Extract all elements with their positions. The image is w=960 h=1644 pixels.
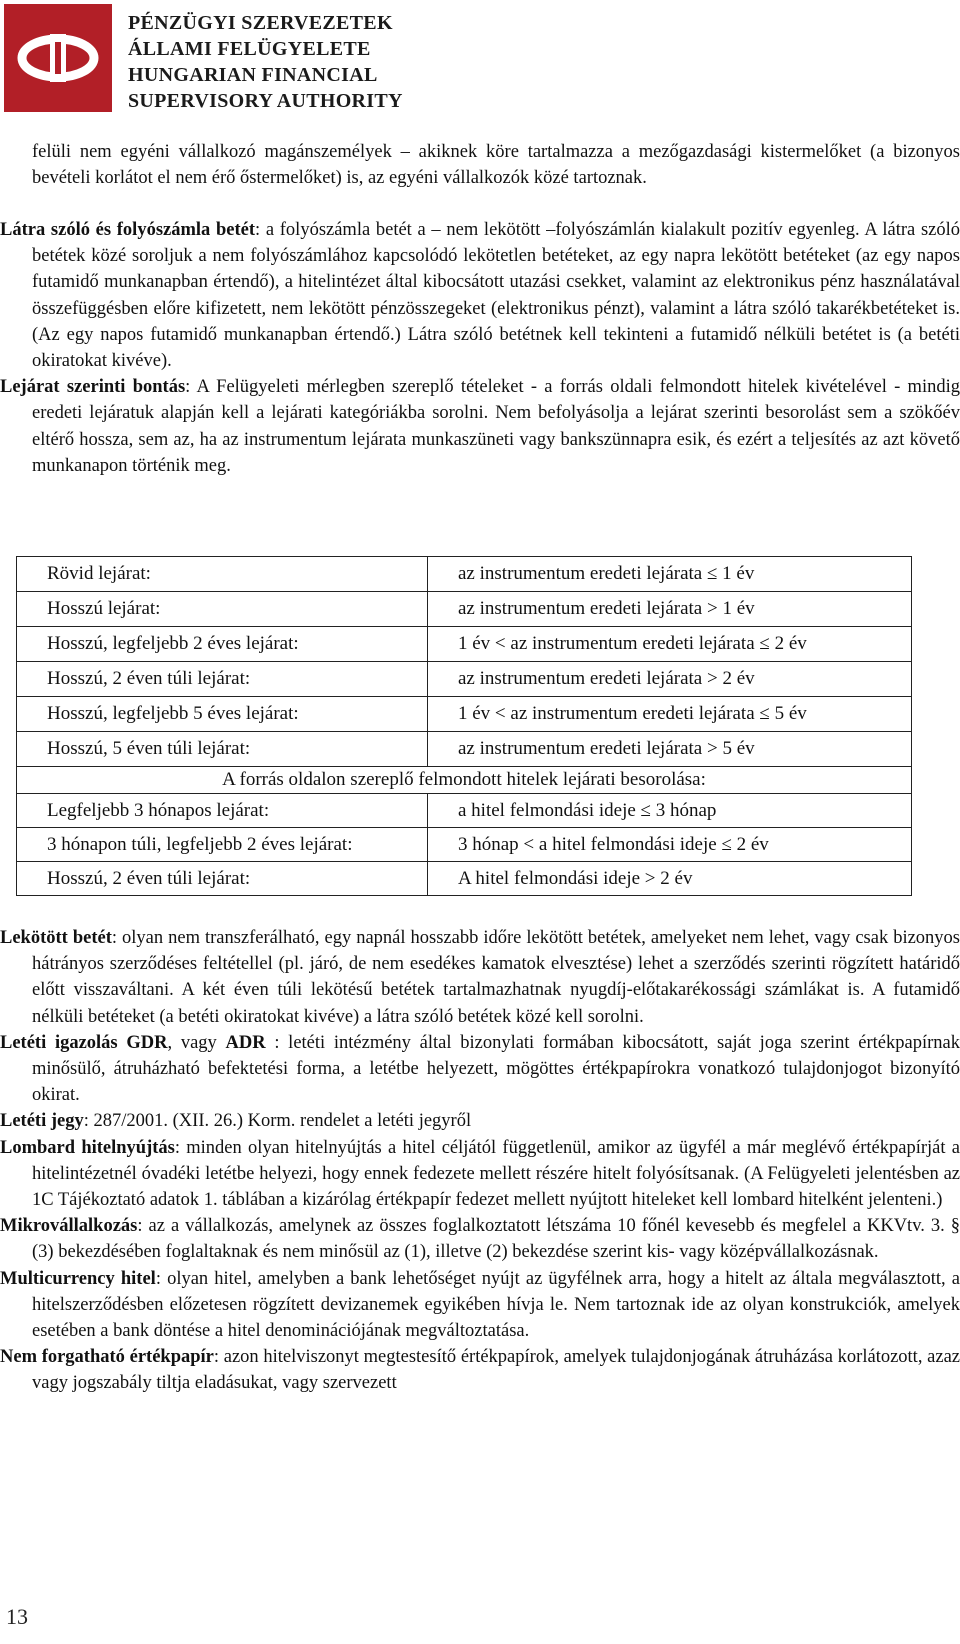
org-line-3: HUNGARIAN FINANCIAL bbox=[128, 64, 378, 86]
org-line-2: ÁLLAMI FELÜGYELETE bbox=[128, 38, 371, 60]
table-cell-rule: az instrumentum eredeti lejárata > 1 év bbox=[428, 592, 912, 627]
definition-list-top bbox=[0, 217, 960, 479]
definition-text: : az a vállalkozás, amelynek az összes foglalkoztatott létszáma 10 főnél kevesebb és megfelel a KKVtv. 3. § (3) bekezdésében foglaltaknak és nem minősül az (1), illetve (2) bekezdése szerint kis- vagy középvállalkozásnak. bbox=[32, 1216, 960, 1263]
definition-term: Letéti igazolás GDR bbox=[0, 1032, 168, 1053]
definition-connector: , vagy bbox=[167, 1032, 226, 1053]
table-section-row bbox=[17, 767, 912, 794]
definition-term: Lombard hitelnyújtás bbox=[0, 1137, 175, 1158]
definition-term: Lejárat szerinti bontás bbox=[0, 377, 186, 398]
table-cell-rule: 3 hónap < a hitel felmondási ideje ≤ 2 év bbox=[428, 828, 912, 862]
org-line-1: PÉNZÜGYI SZERVEZETEK bbox=[128, 12, 393, 34]
definition-term-secondary: ADR bbox=[225, 1032, 266, 1053]
table-cell-rule: az instrumentum eredeti lejárata ≤ 1 év bbox=[428, 557, 912, 592]
definition-term: Multicurrency hitel bbox=[0, 1268, 156, 1289]
table-cell-label: Hosszú lejárat: bbox=[17, 592, 428, 627]
organization-name bbox=[128, 10, 403, 114]
definition-text: : olyan nem transzferálható, egy napnál hosszabb időre lekötött betétek, amelyeket nem lehet, vagy csak bizonyos hátrányos szerződéses feltétellel (pl. járó, de nem esedékes kamatok elvesztése) lehet a szerződés szerinti rögzített határidő előtt visszaváltani. A két éven túli lekötésű betétek tartalmazhatnak nyugdíj-előtakarékossági számlákat is. A futamidő nélküli betéteket (a betéti okiratokat kivéve) a látra szóló betétek közé kell sorolni. bbox=[32, 928, 960, 1027]
definition-text: : minden olyan hitelnyújtás a hitel céljától függetlenül, amikor az ügyfél a már meglévő értékpapírját a hitelintézetnél óvadéki letétbe helyezi, hogy ennek fedezete mellett részére hitelt folyósítsanak. (A Felügyeleti jelentésben az 1C Tájékoztató adatok 1. táblában a kizárólag értékpapír fedezet mellett nyújtott hiteleket kell lombard hitelként jelenteni.) bbox=[32, 1137, 960, 1211]
table-cell-rule: az instrumentum eredeti lejárata > 2 év bbox=[428, 662, 912, 697]
definition-entry bbox=[0, 1108, 960, 1134]
definition-entry bbox=[0, 374, 960, 479]
authority-logo bbox=[4, 4, 112, 112]
table-cell-rule: az instrumentum eredeti lejárata > 5 év bbox=[428, 732, 912, 767]
header bbox=[4, 4, 564, 112]
definition-text: : a folyószámla betét a – nem lekötött –folyószámlán kialakult pozitív egyenleg. A látra szóló betétek közé soroljuk a nem folyószámlához kapcsolódó lekötetlen betéteket, az egy napra lekötött betéteket (az egy napos futamidő munkanapban értendő), a hitelintézet által kibocsátott utazási csekket, valamint az elektronikus pénz használatával összefüggésben előre kifizetett, nem lekötött pénzösszegeket (elektronikus pénzt), valamint a látra szóló takarékbetéteket is. (Az egy napos futamidő munkanapban értendő.) Látra szóló betétnek kell tekinteni a futamidő nélküli betétet is (a betéti okiratokat kivéve). bbox=[32, 220, 960, 372]
table-cell-rule: 1 év < az instrumentum eredeti lejárata ≤ 2 év bbox=[428, 627, 912, 662]
page-number: 13 bbox=[6, 1604, 28, 1629]
definition-text: : olyan hitel, amelyben a bank lehetőséget nyújt az ügyfélnek arra, hogy a hitelt az általa megválasztott, a hitelszerződésben előzetesen rögzített devizanemek egyikében hívja le. Nem tartoznak ide az olyan konstrukciók, amelyek esetében a bank döntése a hitel denominációjának megváltoztatása. bbox=[32, 1268, 960, 1342]
definition-text: : A Felügyeleti mérlegben szereplő tételeket - a forrás oldali felmondott hitelek kivételével - mindig eredeti lejáratuk alapján kell a lejárati kategóriákba sorolni. Nem befolyásolja a lejárat szerinti besorolást sem a szökőév eltérő hossza, sem az, ha az instrumentum lejárata munkaszüneti vagy bankszünnapra esik, és ezért a teljesítés az azt követő munkanapon történik meg. bbox=[32, 377, 960, 476]
table-section-title: A forrás oldalon szereplő felmondott hitelek lejárati besorolása: bbox=[17, 767, 912, 794]
table-row bbox=[17, 697, 912, 732]
definition-entry bbox=[0, 1266, 960, 1345]
definition-entry bbox=[0, 925, 960, 1030]
table-cell-rule: A hitel felmondási ideje > 2 év bbox=[428, 862, 912, 896]
definition-term: Letéti jegy bbox=[0, 1111, 84, 1132]
definition-entry bbox=[0, 1135, 960, 1214]
definition-entry bbox=[0, 1030, 960, 1109]
definition-entry bbox=[0, 217, 960, 374]
definition-list-bottom bbox=[0, 925, 960, 1397]
table-cell-label: Hosszú, legfeljebb 2 éves lejárat: bbox=[17, 627, 428, 662]
definition-term: Lekötött betét bbox=[0, 928, 112, 948]
table-cell-rule: a hitel felmondási ideje ≤ 3 hónap bbox=[428, 794, 912, 828]
table-cell-label: Hosszú, 2 éven túli lejárat: bbox=[17, 862, 428, 896]
table-row bbox=[17, 794, 912, 828]
table-row bbox=[17, 592, 912, 627]
table-row bbox=[17, 662, 912, 697]
definition-entry bbox=[0, 1344, 960, 1396]
definition-term: Látra szóló és folyószámla betét bbox=[0, 220, 256, 240]
table-row bbox=[17, 862, 912, 896]
definition-entry bbox=[0, 1213, 960, 1265]
definition-text: : azon hitelviszonyt megtestesítő értékpapírok, amelyek tulajdonjogának átruházása korlátozott, azaz vagy jogszabály tiltja eladásukat, vagy szervezett bbox=[32, 1347, 960, 1394]
table-row bbox=[17, 828, 912, 862]
table-cell-label: Legfeljebb 3 hónapos lejárat: bbox=[17, 794, 428, 828]
definition-text: : 287/2001. (XII. 26.) Korm. rendelet a letéti jegyről bbox=[83, 1111, 472, 1132]
definition-term: Mikrovállalkozás bbox=[0, 1216, 138, 1237]
table-cell-label: Hosszú, 2 éven túli lejárat: bbox=[17, 662, 428, 697]
table-row bbox=[17, 732, 912, 767]
table-cell-label: 3 hónapon túli, legfeljebb 2 éves lejárat: bbox=[17, 828, 428, 862]
table-cell-label: Hosszú, 5 éven túli lejárat: bbox=[17, 732, 428, 767]
table-cell-rule: 1 év < az instrumentum eredeti lejárata ≤ 5 év bbox=[428, 697, 912, 732]
table-cell-label: Rövid lejárat: bbox=[17, 557, 428, 592]
definition-text: : letéti intézmény által bizonylati formában kibocsátott, saját joga szerint értékpapírnak minősülő, átruházható befektetési forma, a letétbe helyezett, mögöttes értékpapírokra vonatkozó tulajdonjogot bizonyító okirat. bbox=[32, 1032, 960, 1106]
org-line-4: SUPERVISORY AUTHORITY bbox=[128, 90, 403, 112]
intro-continuation: felüli nem egyéni vállalkozó magánszemélyek – akiknek köre tartalmazza a mezőgazdasági kistermelőket (a bizonyos bevételi korlátot el nem érő őstermelőket) is, az egyéni vállalkozók közé tartoznak. bbox=[32, 142, 960, 188]
definition-term: Nem forgatható értékpapír bbox=[0, 1347, 214, 1368]
table-cell-label: Hosszú, legfeljebb 5 éves lejárat: bbox=[17, 697, 428, 732]
maturity-table bbox=[16, 556, 912, 896]
table-row bbox=[17, 557, 912, 592]
table-row bbox=[17, 627, 912, 662]
